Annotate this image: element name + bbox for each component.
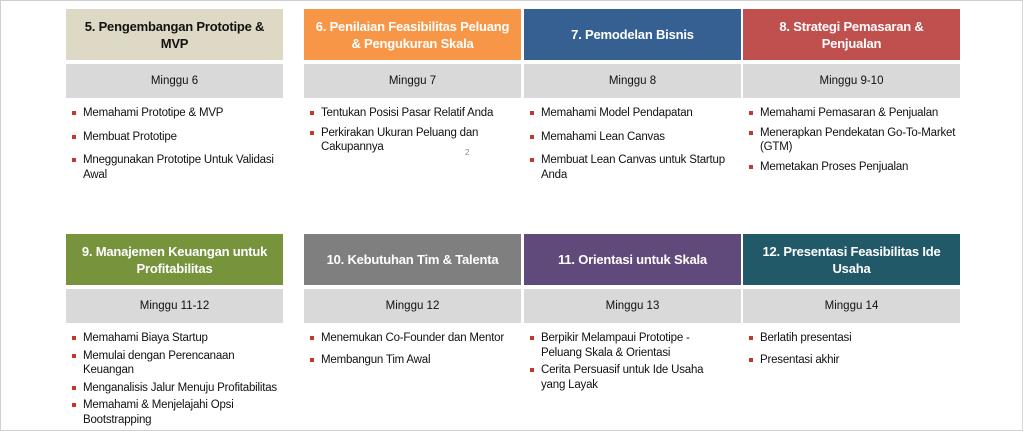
page-number: 2 xyxy=(465,148,470,157)
bullet-list xyxy=(66,98,283,182)
card-week-6 xyxy=(66,9,283,191)
list-item: Memetakan Proses Penjualan xyxy=(749,160,960,175)
list-item: Memahami Prototipe & MVP xyxy=(72,106,283,121)
bullet-list xyxy=(524,323,741,392)
bullet-icon xyxy=(72,336,76,340)
bullet-icon xyxy=(749,358,753,362)
list-item: Berpikir Melampaui Prototipe - Peluang Skala & Orientasi xyxy=(530,331,741,360)
bullet-list xyxy=(743,98,960,174)
bullet-list xyxy=(524,98,741,182)
bullet-icon xyxy=(72,354,76,358)
card-week-11-12 xyxy=(66,234,283,430)
list-item: Mneggunakan Prototipe Untuk Validasi Awal xyxy=(72,153,283,182)
card-title: 5. Pengembangan Prototipe & MVP xyxy=(66,9,283,60)
bullet-icon xyxy=(310,111,314,115)
bullet-icon xyxy=(310,336,314,340)
card-week-label: Minggu 9-10 xyxy=(743,64,960,98)
bullet-icon xyxy=(749,131,753,135)
list-item: Perkirakan Ukuran Peluang dan Cakupannya xyxy=(310,126,521,155)
card-week-label: Minggu 14 xyxy=(743,289,960,323)
list-item: Menerapkan Pendekatan Go-To-Market (GTM) xyxy=(749,126,960,155)
card-title: 9. Manajemen Keuangan untuk Profitabilitas xyxy=(66,234,283,285)
list-item: Memahami Lean Canvas xyxy=(530,130,741,145)
card-week-9-10 xyxy=(743,9,960,179)
bullet-icon xyxy=(530,368,534,372)
bullet-icon xyxy=(530,336,534,340)
list-item: Cerita Persuasif untuk Ide Usaha yang Layak xyxy=(530,363,741,392)
card-week-14 xyxy=(743,234,960,374)
card-week-7 xyxy=(304,9,521,160)
card-week-label: Minggu 12 xyxy=(304,289,521,323)
bullet-icon xyxy=(72,386,76,390)
card-title: 7. Pemodelan Bisnis xyxy=(524,9,741,60)
list-item: Memahami & Menjelajahi Opsi Bootstrapping xyxy=(72,398,283,427)
bullet-icon xyxy=(310,358,314,362)
bullet-icon xyxy=(530,111,534,115)
bullet-icon xyxy=(749,111,753,115)
list-item: Memahami Biaya Startup xyxy=(72,331,283,346)
list-item: Presentasi akhir xyxy=(749,353,960,368)
card-title: 11. Orientasi untuk Skala xyxy=(524,234,741,285)
bullet-icon xyxy=(749,165,753,169)
list-item: Tentukan Posisi Pasar Relatif Anda xyxy=(310,106,521,121)
card-week-label: Minggu 11-12 xyxy=(66,289,283,323)
card-title: 10. Kebutuhan Tim & Talenta xyxy=(304,234,521,285)
card-title: 6. Penilaian Feasibilitas Peluang & Pengukuran Skala xyxy=(304,9,521,60)
list-item: Membuat Prototipe xyxy=(72,130,283,145)
list-item: Menemukan Co-Founder dan Mentor xyxy=(310,331,521,346)
bullet-icon xyxy=(749,336,753,340)
card-week-label: Minggu 6 xyxy=(66,64,283,98)
bullet-icon xyxy=(72,158,76,162)
bullet-icon xyxy=(72,135,76,139)
card-week-12 xyxy=(304,234,521,374)
card-week-8 xyxy=(524,9,741,191)
bullet-list xyxy=(66,323,283,427)
bullet-icon xyxy=(530,135,534,139)
list-item: Memahami Pemasaran & Penjualan xyxy=(749,106,960,121)
list-item: Berlatih presentasi xyxy=(749,331,960,346)
card-week-label: Minggu 8 xyxy=(524,64,741,98)
bullet-icon xyxy=(72,403,76,407)
list-item: Membangun Tim Awal xyxy=(310,353,521,368)
list-item: Menganalisis Jalur Menuju Profitabilitas xyxy=(72,381,283,396)
card-title: 12. Presentasi Feasibilitas Ide Usaha xyxy=(743,234,960,285)
bullet-icon xyxy=(530,158,534,162)
bullet-icon xyxy=(72,111,76,115)
card-week-label: Minggu 13 xyxy=(524,289,741,323)
list-item: Memulai dengan Perencanaan Keuangan xyxy=(72,349,283,378)
card-title: 8. Strategi Pemasaran & Penjualan xyxy=(743,9,960,60)
list-item: Membuat Lean Canvas untuk Startup Anda xyxy=(530,153,741,182)
card-week-13 xyxy=(524,234,741,395)
bullet-list xyxy=(743,323,960,367)
card-week-label: Minggu 7 xyxy=(304,64,521,98)
bullet-list xyxy=(304,323,521,367)
bullet-icon xyxy=(310,131,314,135)
bullet-list xyxy=(304,98,521,155)
list-item: Memahami Model Pendapatan xyxy=(530,106,741,121)
